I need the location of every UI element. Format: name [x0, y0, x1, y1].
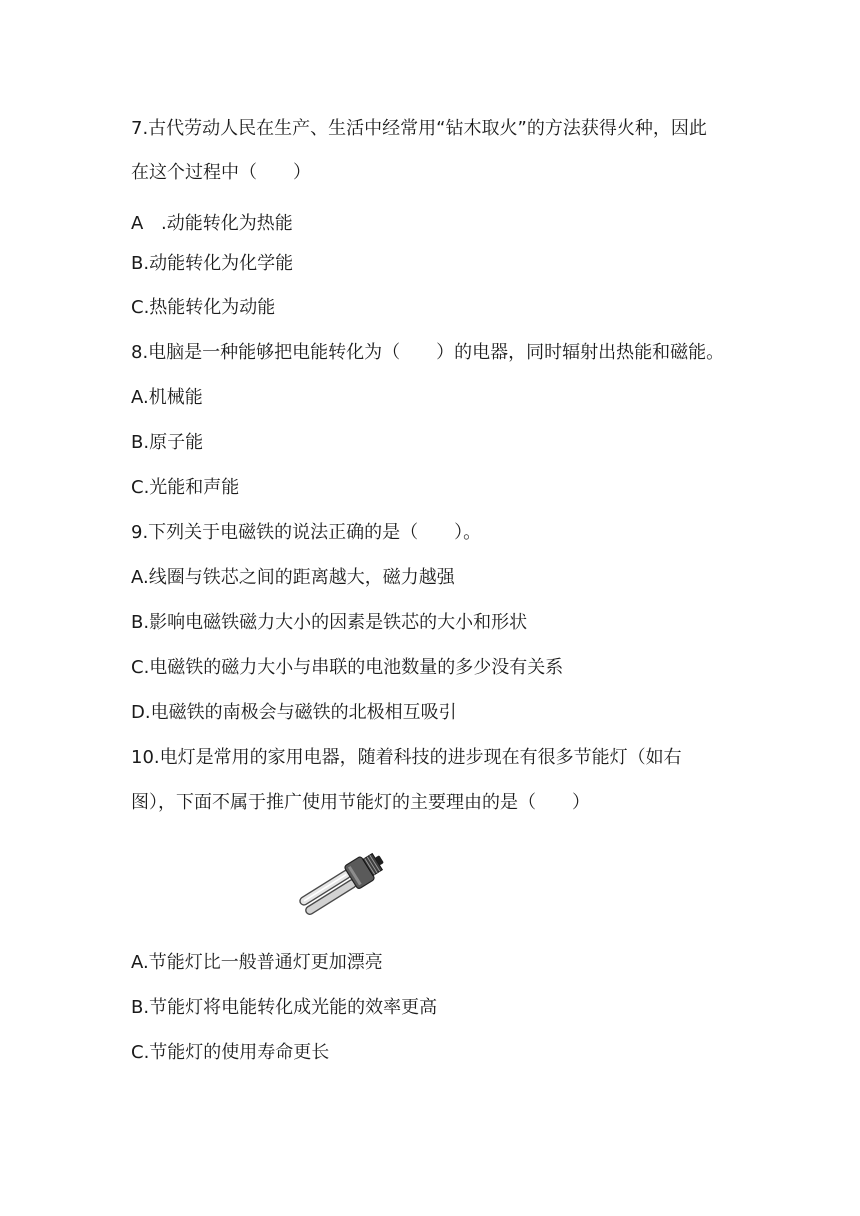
- energy-saving-lamp-icon: [292, 848, 394, 924]
- question-10-option-a: A.节能灯比一般普通灯更加漂亮: [131, 952, 383, 973]
- question-9-option-c: C.电磁铁的磁力大小与串联的电池数量的多少没有关系: [131, 657, 564, 678]
- question-8-option-a: A.机械能: [131, 387, 203, 408]
- question-9-stem: 9.下列关于电磁铁的说法正确的是（ ）。: [131, 522, 482, 543]
- question-10-stem-line1: 10.电灯是常用的家用电器，随着科技的进步现在有很多节能灯（如右: [131, 747, 682, 768]
- question-9-option-a: A.线圈与铁芯之间的距离越大，磁力越强: [131, 567, 455, 588]
- question-8-option-b: B.原子能: [131, 432, 204, 453]
- question-7-option-c: C.热能转化为动能: [131, 297, 276, 318]
- option-letter: A: [131, 213, 144, 234]
- question-9-option-d: D.电磁铁的南极会与磁铁的北极相互吸引: [131, 702, 457, 723]
- question-7-option-b: B.动能转化为化学能: [131, 253, 294, 274]
- question-8-option-c: C.光能和声能: [131, 477, 240, 498]
- question-7-stem-line1: 7.古代劳动人民在生产、生活中经常用“钻木取火”的方法获得火种，因此: [131, 118, 707, 139]
- question-10-stem-line2: 图），下面不属于推广使用节能灯的主要理由的是（ ）: [131, 792, 590, 813]
- question-9-option-b: B.影响电磁铁磁力大小的因素是铁芯的大小和形状: [131, 612, 528, 633]
- question-7-stem-line2: 在这个过程中（ ）: [131, 162, 311, 183]
- option-text: .动能转化为热能: [161, 213, 293, 234]
- question-10-option-c: C.节能灯的使用寿命更长: [131, 1042, 330, 1063]
- question-8-stem: 8.电脑是一种能够把电能转化为（ ）的电器，同时辐射出热能和磁能。: [131, 342, 725, 363]
- question-7-option-a: [131, 211, 293, 237]
- question-10-option-b: B.节能灯将电能转化成光能的效率更高: [131, 997, 438, 1018]
